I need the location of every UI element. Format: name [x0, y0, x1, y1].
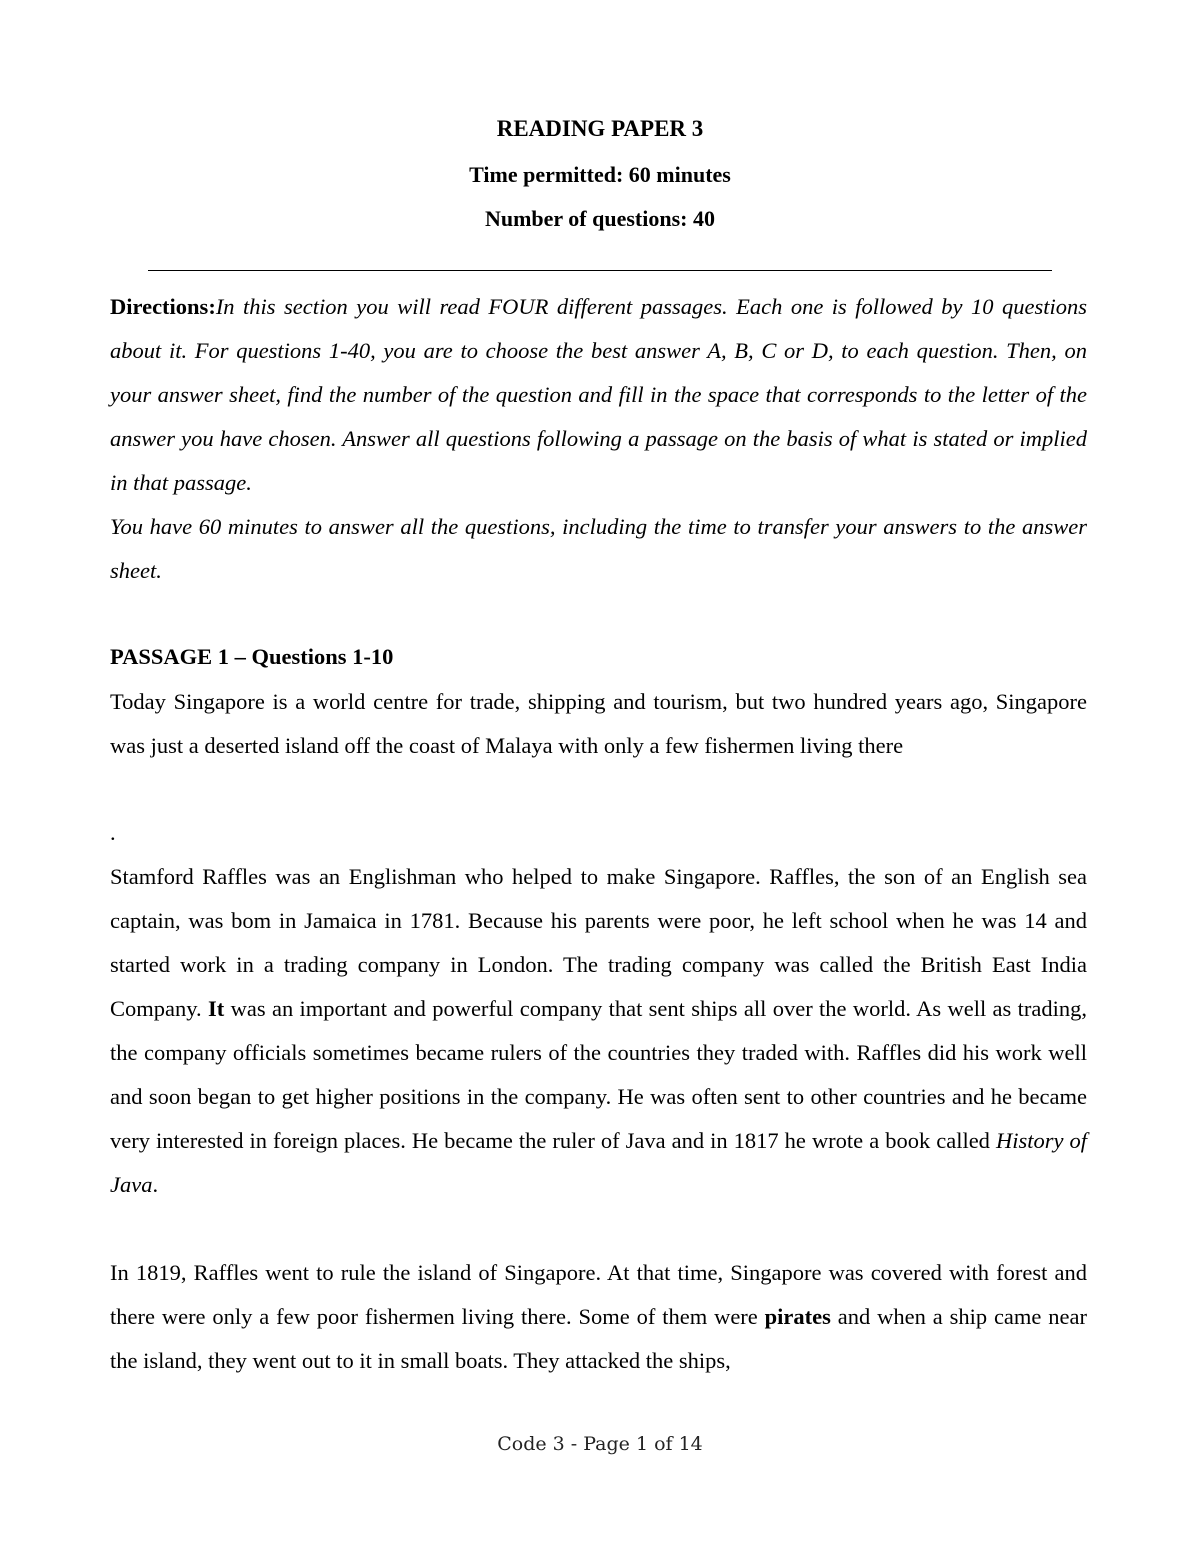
directions-text: In this section you will read FOUR different passages. Each one is followed by 10 questions about it. For questions 1-40, you are to choose the best answer A, B, C or D, to each question. Then, on your answer sheet, find the number of the question and fill in the space that corresponds to the letter of the answer you have chosen. Answer all questions following a passage on the basis of what is stated or implied in that passage.	[110, 294, 1087, 495]
paragraph-2-end: .	[152, 1172, 159, 1197]
directions-label: Directions:	[110, 294, 216, 319]
paragraph-3-text-b: and when a ship came near the island, they went out to it in small boats. They attacked the ships,	[110, 1304, 1087, 1373]
book-title: History of Java	[110, 1128, 1087, 1197]
passage-paragraph-2	[110, 855, 1087, 1207]
paragraph-2-bold-word: It	[208, 996, 225, 1021]
passage-paragraph-3	[110, 1251, 1087, 1383]
page-footer: Code 3 - Page 1 of 14	[497, 1433, 703, 1455]
number-of-questions: Number of questions: 40	[484, 206, 715, 231]
time-permitted: Time permitted: 60 minutes	[469, 162, 731, 187]
divider-line	[148, 270, 1052, 271]
directions-paragraph	[110, 285, 1087, 593]
paragraph-3-bold-word: pirates	[764, 1304, 831, 1329]
paragraph-2-text-b: was an important and powerful company that sent ships all over the world. As well as trading, the company officials sometimes became rulers of the countries they traded with. Raffles did his work well and soon began to get higher positions in the company. He was often sent to other countries and he became very interested in foreign places. He became the ruler of Java and in 1817 he wrote a book called	[110, 996, 1087, 1153]
passage-paragraph-1: Today Singapore is a world centre for trade, shipping and tourism, but two hundred years ago, Singapore was just a deserted island off the coast of Malaya with only a few fishermen living there	[110, 689, 1087, 758]
paragraph-2-text-a: Stamford Raffles was an Englishman who helped to make Singapore. Raffles, the son of an English sea captain, was bom in Jamaica in 1781. Because his parents were poor, he left school when he was 14 and started work in a trading company in London. The trading company was called the British East India Company.	[110, 864, 1087, 1021]
stray-period: .	[110, 820, 116, 845]
passage-heading: PASSAGE 1 – Questions 1-10	[110, 644, 394, 669]
paper-title: READING PAPER 3	[496, 116, 704, 141]
paragraph-3-text-a: In 1819, Raffles went to rule the island of Singapore. At that time, Singapore was covered with forest and there were only a few poor fishermen living there. Some of them were	[110, 1260, 1087, 1329]
directions-time-note: You have 60 minutes to answer all the questions, including the time to transfer your answers to the answer sheet.	[110, 514, 1087, 583]
